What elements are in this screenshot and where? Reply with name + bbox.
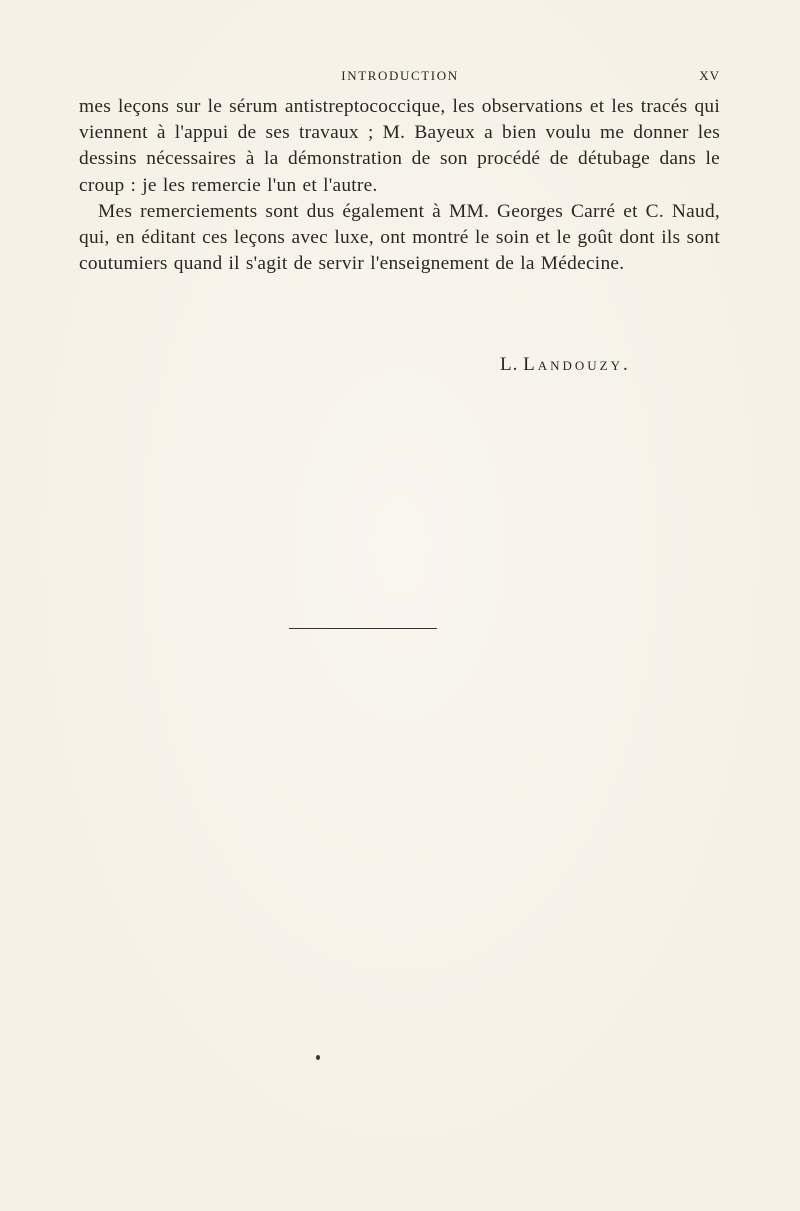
paper-speck [316, 1055, 320, 1060]
section-end-rule [289, 628, 437, 629]
paragraph-continued: mes leçons sur le sérum antistreptococcique, les observations et les tracés qui viennent à l'appui de ses travaux ; M. Bayeux a bien voulu me donner les dessins nécessaires à la démonstration de son procédé de détubage dans le croup : je les remercie l'un et l'autre. [79, 96, 720, 196]
page-number: XV [699, 68, 720, 83]
signature-initial: L. [500, 354, 519, 375]
paragraph-acknowledgements: Mes remerciements sont dus également à MM. Georges Carré et C. Naud, qui, en éditant ces leçons avec luxe, ont montré le soin et le goût dont ils sont coutumiers quand il s'agit de servir l'enseignement de la Médecine. [79, 200, 720, 275]
running-title: INTRODUCTION [341, 68, 459, 83]
signature [500, 353, 760, 377]
signature-name: Landouzy. [523, 354, 631, 375]
running-head [80, 66, 720, 88]
body-text [79, 94, 720, 277]
